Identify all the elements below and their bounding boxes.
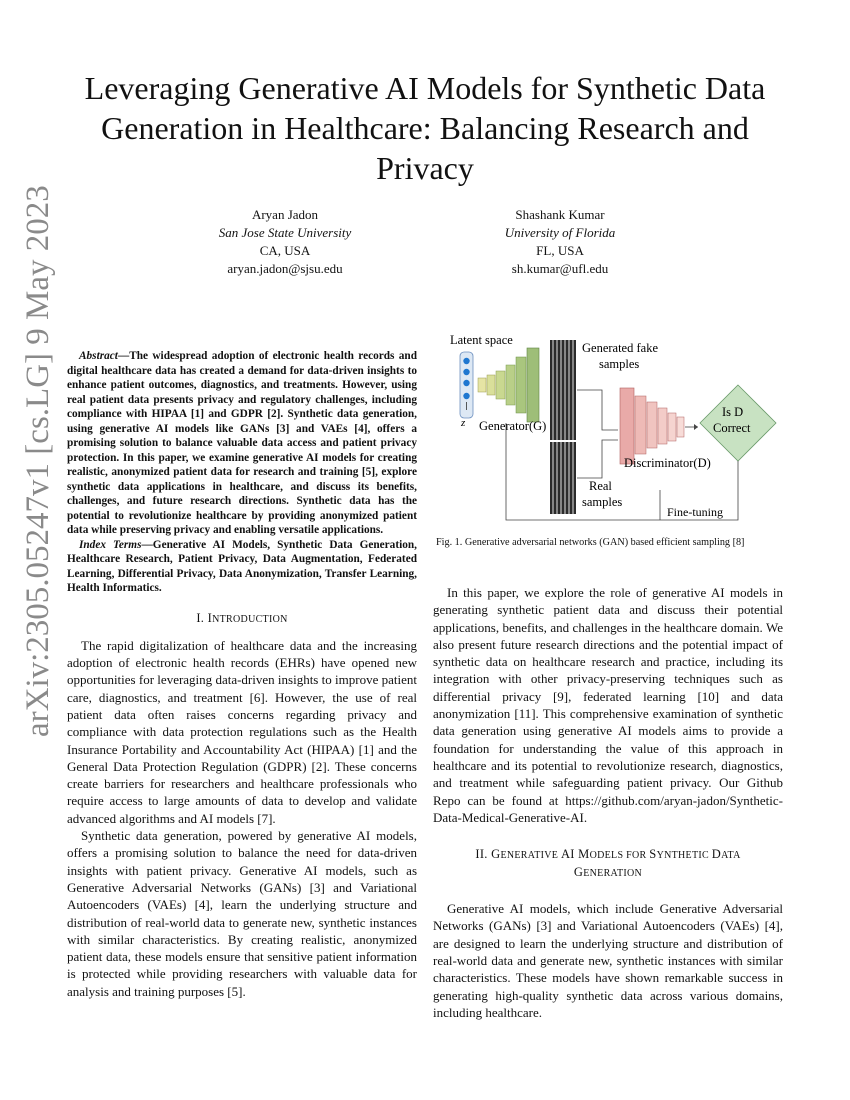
abstract-text: —The widespread adoption of electronic health records and digital healthcare data has created a demand for data-driven insights to enhance patient outcomes, diagnostics, and treatments. However, using real patient data presents privacy and regulatory challenges, including compliance with HIPAA [1] and GDPR [2]. Synthetic data generation, using generative AI models like GANs [3] and VAEs [4], offers a promising solution to balance valuable data access and patient privacy protection. In this paper, we examine generative AI models for creating realistic, anonymized patient data for research and training [5], explore synthetic data applications in healthcare, and discuss its benefits, challenges, and future research directions. Synthetic data has the potential to revolutionize healthcare by providing anonymized patient data while preserving privacy and enabling versatile applications.	[67, 350, 417, 536]
section-heading-generative-ai: II. GENERATIVE AI MODELS FOR SYNTHETIC DATA GENERATION	[475, 847, 741, 880]
index-terms-text: —Generative AI Models, Synthetic Data Generation, Healthcare Research, Patient Privacy, Data Augmentation, Federated Learning, Differential Privacy, Data Anonymization, Transfer Learning, Health Informatics.	[67, 538, 417, 594]
right-column	[433, 584, 783, 1021]
paragraph: The rapid digitalization of healthcare data and the increasing adoption of electronic health records (EHRs) have opened new opportunities for leveraging data-driven insights to improve patient care, diagnostics, and treatment [6]. However, the use of real patient data often raises concerns regarding privacy and compliance with data protection regulations such as the Health Insurance Portability and Accountability Act (HIPAA) [1] and the General Data Protection Regulation (GDPR) [2]. These concerns create barriers for researchers and healthcare professionals who require access to large amounts of data to develop and validate advanced algorithms and AI models [7].	[67, 637, 417, 826]
abstract-label: Abstract	[79, 350, 118, 362]
section-heading-introduction: I. INTRODUCTION	[196, 610, 288, 625]
index-terms	[67, 538, 417, 596]
figure-caption: Fig. 1. Generative adversarial networks (GAN) based efficient sampling [8]	[436, 537, 745, 548]
generator-label: Generator(G)	[479, 419, 547, 433]
generated-samples-label: samples	[599, 357, 640, 371]
is-d-label: Is D	[722, 405, 744, 419]
author-name: Shashank Kumar	[515, 207, 605, 222]
real-label: Real	[589, 479, 612, 493]
real-samples-label: samples	[582, 495, 623, 509]
author-block-2	[430, 206, 690, 278]
arxiv-identifier: arXiv:2305.05247v1 [cs.LG] 9 May 2023	[20, 185, 56, 737]
paragraph: In this paper, we explore the role of generative AI models in generating synthetic patient data and discuss their potential applications, benefits, and challenges in the healthcare domain. We also present future research directions and the potential impact of synthetic data on healthcare research and practice, including its integration with other privacy-preserving techniques such as differential privacy [9], federated learning [10] and data anonymization [11]. This comprehensive examination of synthetic data generation using generative AI models aims to provide a foundation for understanding the value of this approach in healthcare and its potential to revolutionize research, diagnostics, and treatment while safeguarding patient privacy. Our Github Repo can be found at https://github.com/aryan-jadon/Synthetic-Data-Medical-Generative-AI.	[433, 585, 783, 825]
author-name: Aryan Jadon	[251, 207, 319, 222]
index-terms-label: Index Terms	[79, 538, 142, 551]
fine-tuning-label: Fine-tuning	[667, 505, 723, 519]
author-affiliation: University of Florida	[504, 225, 616, 240]
author-email: sh.kumar@ufl.edu	[511, 261, 609, 276]
paper-title: Leveraging Generative AI Models for Synthetic Data Generation in Healthcare: Balancing Research and Privacy	[84, 70, 766, 186]
author-affiliation: San Jose State University	[218, 225, 352, 240]
gan-figure	[432, 330, 784, 524]
gan-diagram	[432, 330, 784, 524]
abstract	[67, 349, 417, 538]
author-email: aryan.jadon@sjsu.edu	[227, 261, 343, 276]
author-location: FL, USA	[536, 243, 584, 258]
z-label: z	[461, 417, 466, 429]
left-column	[67, 349, 417, 1000]
paragraph: Synthetic data generation, powered by generative AI models, offers a promising solution to balance the need for data-driven insights with patient privacy. Generative AI models, such as Generative Adversarial Networks (GANs) [3] and Variational Autoencoders (VAEs) [4], learn the underlying structure and distribution of real-world data to generate new, synthetic instances with similar characteristics. By creating realistic, anonymized patient data, these models ensure that sensitive patient information is protected while providing researchers with valuable data for analysis and training purposes [5].	[67, 828, 417, 999]
author-block-1	[155, 206, 415, 278]
latent-space-label: Latent space	[450, 333, 513, 347]
discriminator-label: Discriminator(D)	[624, 456, 711, 470]
generated-fake-label: Generated fake	[582, 341, 658, 355]
correct-label: Correct	[713, 421, 751, 435]
paragraph: Generative AI models, which include Generative Adversarial Networks (GANs) [3] and Variational Autoencoders (VAEs) [4], are designed to learn the underlying structure and distribution of real-world data and generate new, synthetic instances with similar characteristics. These models have shown remarkable success in generating high-quality synthetic data across various domains, including healthcare.	[433, 901, 783, 1020]
author-location: CA, USA	[259, 243, 311, 258]
